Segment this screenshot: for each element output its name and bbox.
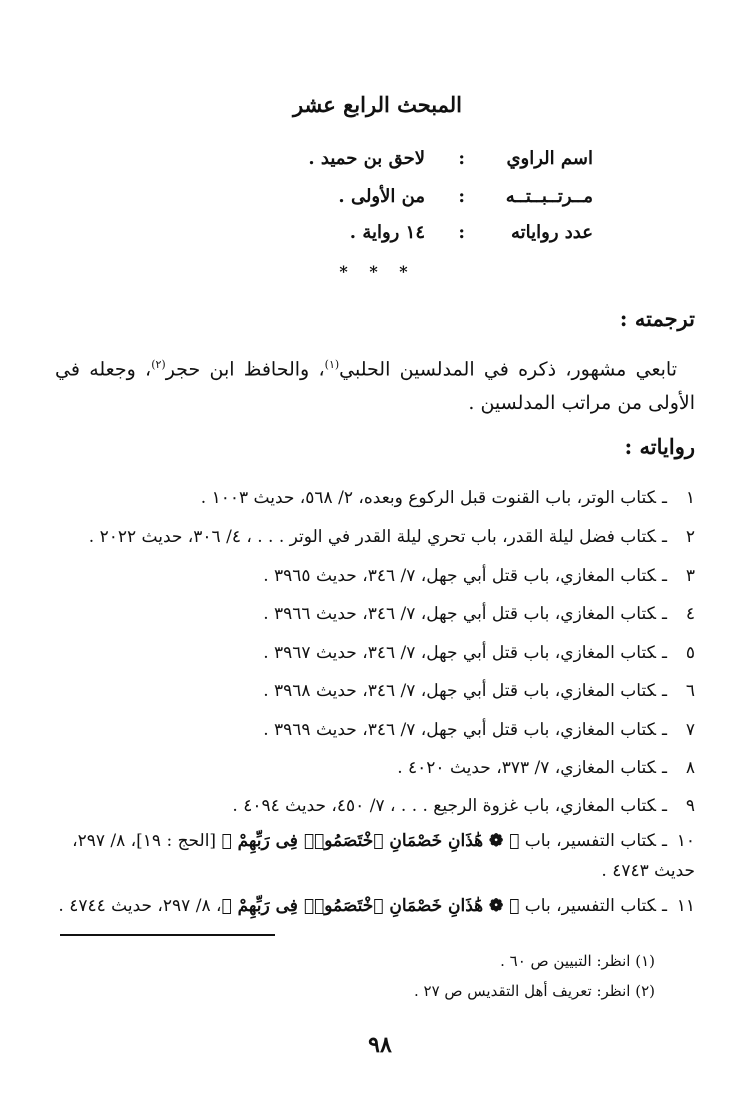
section-separator: * * * (339, 262, 416, 281)
biography-text: ، والحافظ ابن حجر (165, 358, 325, 381)
footnote: (١) انظر: التبيين ص ٦٠ . (500, 952, 655, 970)
item-text: كتاب المغازي، باب قتل أبي جهل، ٧/ ٣٤٦، حديث ٣٩٦٦ . (263, 604, 657, 624)
list-item: ١١ـكتاب التفسير، باب ﴿ ❁ هَٰذَانِ خَصْمَانِ ٱخْتَصَمُوا۟ فِى رَبِّهِمْ ﴾، ٨/ ٢٩٧، حديث ٤٧٤٤ . (58, 896, 695, 916)
biography-text: ، وجعله في الأولى من مراتب المدلسين . (55, 358, 695, 415)
item-number: ٣ (685, 566, 695, 586)
item-text: كتاب المغازي، باب غزوة الرجيع . . . ، ٧/ ٤٥٠، حديث ٤٠٩٤ . (232, 796, 657, 816)
list-item: ٤ـكتاب المغازي، باب قتل أبي جهل، ٧/ ٣٤٦، حديث ٣٩٦٦ . (263, 604, 695, 624)
item-number: ١ (685, 488, 695, 508)
item-text: ، ٨/ ٢٩٧، حديث ٤٧٤٤ . (58, 896, 222, 916)
narrations-heading: رواياته : (624, 434, 695, 459)
quran-verse: ﴿ ❁ هَٰذَانِ خَصْمَانِ ٱخْتَصَمُوا۟ فِى رَبِّهِمْ ﴾ (221, 896, 520, 916)
footnote: (٢) انظر: تعريف أهل التقديس ص ٢٧ . (413, 982, 655, 1000)
biography-heading: ترجمته : (619, 306, 695, 331)
list-item: ٢ـكتاب فضل ليلة القدر، باب تحري ليلة القدر في الوتر . . . ، ٤/ ٣٠٦، حديث ٢٠٢٢ . (88, 527, 695, 547)
footnote-divider (60, 934, 275, 936)
list-item: ٧ـكتاب المغازي، باب قتل أبي جهل، ٧/ ٣٤٦، حديث ٣٩٦٩ . (263, 720, 695, 740)
item-text: [الحج : ١٩]، ٨/ ٢٩٧، حديث ٤٧٤٣ . (72, 831, 695, 881)
list-item: ٥ـكتاب المغازي، باب قتل أبي جهل، ٧/ ٣٤٦، حديث ٣٩٦٧ . (263, 643, 695, 663)
item-number: ٩ (685, 796, 695, 816)
list-item: ١٠ـكتاب التفسير، باب ﴿ ❁ هَٰذَانِ خَصْمَانِ ٱخْتَصَمُوا۟ فِى رَبِّهِمْ ﴾ [الحج : ١٩]، ٨/ ٢٩٧، حديث ٤٧٤٣ . (55, 826, 695, 886)
page-title: المبحث الرابع عشر (292, 92, 463, 117)
meta-label: مــرتــبــتــه (505, 186, 593, 207)
item-text: كتاب التفسير، باب (524, 896, 657, 916)
page-number: ٩٨ (368, 1032, 392, 1058)
item-number: ٦ (685, 681, 695, 701)
item-text: كتاب الوتر، باب القنوت قبل الركوع وبعده، ٢/ ٥٦٨، حديث ١٠٠٣ . (200, 488, 657, 508)
item-text: كتاب المغازي، باب قتل أبي جهل، ٧/ ٣٤٦، حديث ٣٩٦٥ . (263, 566, 657, 586)
footnote-ref: (٢) (151, 358, 166, 371)
item-text: كتاب المغازي، باب قتل أبي جهل، ٧/ ٣٤٦، حديث ٣٩٦٧ . (263, 643, 657, 663)
list-item: ٩ـكتاب المغازي، باب غزوة الرجيع . . . ، ٧/ ٤٥٠، حديث ٤٠٩٤ . (232, 796, 695, 816)
biography-paragraph (55, 348, 695, 420)
footnote-ref: (١) (324, 358, 340, 371)
item-number: ١٠ (676, 831, 695, 851)
meta-colon: : (458, 222, 465, 243)
meta-value: من الأولى . (338, 186, 425, 207)
item-text: كتاب التفسير، باب (524, 831, 657, 851)
item-number: ٥ (685, 643, 695, 663)
list-item: ٦ـكتاب المغازي، باب قتل أبي جهل، ٧/ ٣٤٦، حديث ٣٩٦٨ . (263, 681, 695, 701)
meta-value: ١٤ رواية . (349, 222, 425, 243)
item-text: كتاب المغازي، ٧/ ٣٧٣، حديث ٤٠٢٠ . (397, 758, 657, 778)
quran-verse: ﴿ ❁ هَٰذَانِ خَصْمَانِ ٱخْتَصَمُوا۟ فِى رَبِّهِمْ ﴾ (221, 831, 520, 851)
meta-label: عدد رواياته (510, 222, 593, 243)
item-number: ١١ (676, 896, 695, 916)
list-item: ١ـكتاب الوتر، باب القنوت قبل الركوع وبعده، ٢/ ٥٦٨، حديث ١٠٠٣ . (200, 488, 695, 508)
item-number: ٨ (685, 758, 695, 778)
item-number: ٤ (685, 604, 695, 624)
meta-value: لاحق بن حميد . (308, 148, 425, 169)
list-item: ٣ـكتاب المغازي، باب قتل أبي جهل، ٧/ ٣٤٦، حديث ٣٩٦٥ . (263, 566, 695, 586)
biography-text: تابعي مشهور، ذكره في المدلسين الحلبي (339, 358, 677, 381)
meta-label: اسم الراوي (506, 148, 593, 169)
item-text: كتاب المغازي، باب قتل أبي جهل، ٧/ ٣٤٦، حديث ٣٩٦٩ . (263, 720, 657, 740)
meta-colon: : (458, 148, 465, 169)
item-number: ٧ (685, 720, 695, 740)
list-item: ٨ـكتاب المغازي، ٧/ ٣٧٣، حديث ٤٠٢٠ . (397, 758, 695, 778)
item-number: ٢ (685, 527, 695, 547)
item-text: كتاب المغازي، باب قتل أبي جهل، ٧/ ٣٤٦، حديث ٣٩٦٨ . (263, 681, 657, 701)
item-text: كتاب فضل ليلة القدر، باب تحري ليلة القدر في الوتر . . . ، ٤/ ٣٠٦، حديث ٢٠٢٢ . (88, 527, 657, 547)
meta-colon: : (458, 186, 465, 207)
